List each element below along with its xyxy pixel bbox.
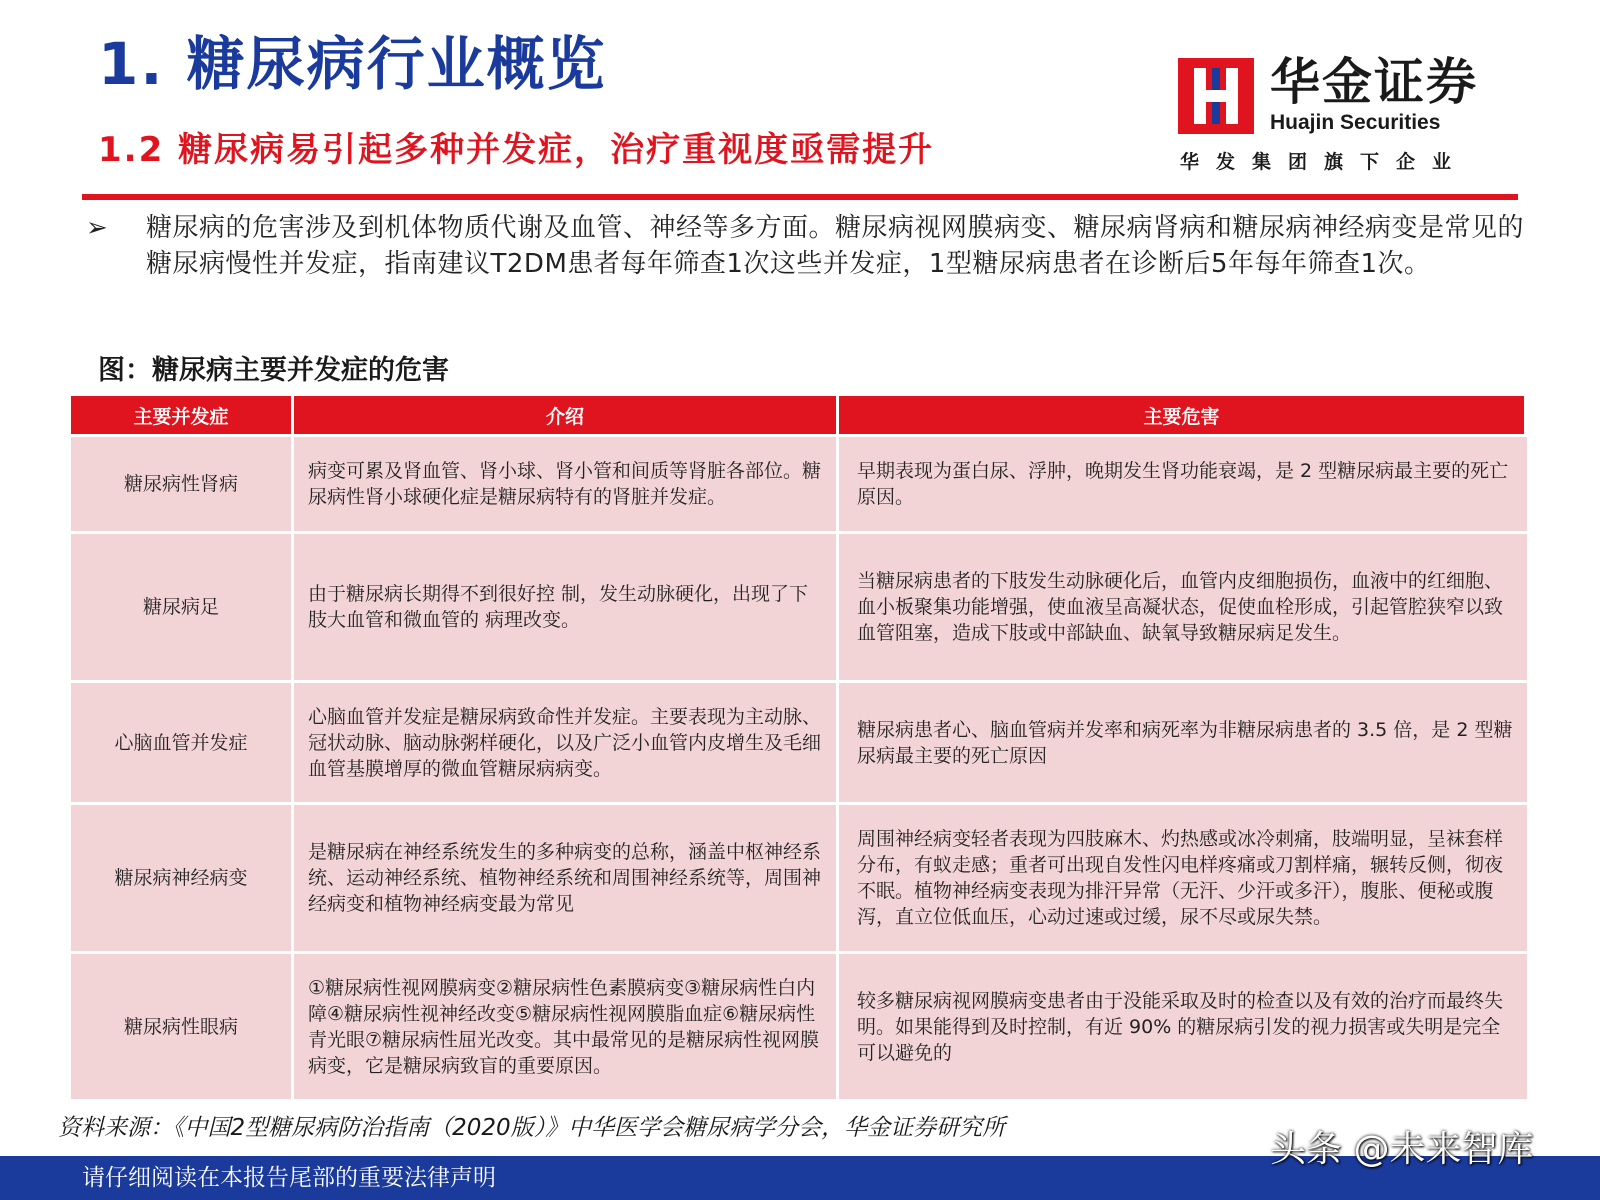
table-cell-intro: 病变可累及肾血管、肾小球、肾小管和间质等肾脏各部位。糖尿病性肾小球硬化症是糖尿病特有的肾脏并发症。 xyxy=(294,434,839,531)
figure-title: 图：糖尿病主要并发症的危害 xyxy=(98,355,449,386)
table-cell-intro: 由于糖尿病长期得不到很好控 制，发生动脉硬化，出现了下肢大血管和微血管的 病理改变。 xyxy=(294,531,839,680)
watermark: 头条 @未来智库 xyxy=(1270,1129,1534,1170)
intro-text: 糖尿病的危害涉及到机体物质代谢及血管、神经等多方面。糖尿病视网膜病变、糖尿病肾病和糖尿病神经病变是常见的糖尿病慢性并发症，指南建议T2DM患者每年筛查1次这些并发症，1型糖尿病患者在诊断后5年每年筛查1次。 xyxy=(146,213,1525,279)
huajin-logo-icon xyxy=(1178,58,1254,134)
table-cell-complication: 糖尿病神经病变 xyxy=(71,802,294,951)
source-note: 资料来源：《中国2型糖尿病防治指南（2020版）》中华医学会糖尿病学分会，华金证券研究所 xyxy=(58,1115,1006,1141)
arrow-bullet-icon: ➢ xyxy=(86,213,108,243)
table-cell-intro: 心脑血管并发症是糖尿病致命性并发症。主要表现为主动脉、冠状动脉、脑动脉粥样硬化，以及广泛小血管内皮增生及毛细血管基膜增厚的微血管糖尿病病变。 xyxy=(294,680,839,802)
table-cell-harm: 糖尿病患者心、脑血管病并发率和病死率为非糖尿病患者的 3.5 倍，是 2 型糖尿病最主要的死亡原因 xyxy=(839,680,1527,802)
company-logo xyxy=(1178,53,1493,178)
logo-name-cn: 华金证券 xyxy=(1270,53,1478,111)
table-cell-harm: 周围神经病变轻者表现为四肢麻木、灼热感或冰冷刺痛，肢端明显，呈袜套样分布，有蚁走感；重者可出现自发性闪电样疼痛或刀割样痛，辗转反侧，彻夜不眠。植物神经病变表现为排汗异常（无汗、少汗或多汗），腹胀、便秘或腹泻，直立位低血压，心动过速或过缓，尿不尽或尿失禁。 xyxy=(839,802,1527,951)
table-header-harm: 主要危害 xyxy=(839,396,1527,434)
table-cell-harm: 较多糖尿病视网膜病变患者由于没能采取及时的检查以及有效的治疗而最终失明。如果能得到及时控制，有近 90% 的糖尿病引发的视力损害或失明是完全可以避免的 xyxy=(839,951,1527,1099)
table-header-intro: 介绍 xyxy=(294,396,839,434)
footer-disclaimer: 请仔细阅读在本报告尾部的重要法律声明 xyxy=(82,1165,496,1191)
table-cell-harm: 早期表现为蛋白尿、浮肿，晚期发生肾功能衰竭，是 2 型糖尿病最主要的死亡原因。 xyxy=(839,434,1527,531)
table-cell-complication: 糖尿病足 xyxy=(71,531,294,680)
table-cell-harm: 当糖尿病患者的下肢发生动脉硬化后，血管内皮细胞损伤，血液中的红细胞、血小板聚集功能增强，使血液呈高凝状态，促使血栓形成，引起管腔狭窄以致血管阻塞，造成下肢或中部缺血、缺氧导致糖尿病足发生。 xyxy=(839,531,1527,680)
table-cell-complication: 心脑血管并发症 xyxy=(71,680,294,802)
page-title: 1. 糖尿病行业概览 xyxy=(98,30,607,98)
section-subtitle: 1.2 糖尿病易引起多种并发症，治疗重视度亟需提升 xyxy=(98,130,935,170)
logo-tagline: 华发集团旗下企业 xyxy=(1180,151,1469,173)
table-cell-complication: 糖尿病性肾病 xyxy=(71,434,294,531)
complications-table xyxy=(71,396,1527,1099)
table-cell-complication: 糖尿病性眼病 xyxy=(71,951,294,1099)
header-divider xyxy=(82,194,1518,200)
table-cell-intro: ①糖尿病性视网膜病变②糖尿病性色素膜病变③糖尿病性白内障④糖尿病性视神经改变⑤糖尿病性视网膜脂血症⑥糖尿病性青光眼⑦糖尿病性屈光改变。其中最常见的是糖尿病性视网膜病变，它是糖尿病致盲的重要原因。 xyxy=(294,951,839,1099)
table-header-complication: 主要并发症 xyxy=(71,396,294,434)
logo-name-en: Huajin Securities xyxy=(1270,111,1441,134)
table-cell-intro: 是糖尿病在神经系统发生的多种病变的总称，涵盖中枢神经系统、运动神经系统、植物神经系统和周围神经系统等，周围神经病变和植物神经病变最为常见 xyxy=(294,802,839,951)
